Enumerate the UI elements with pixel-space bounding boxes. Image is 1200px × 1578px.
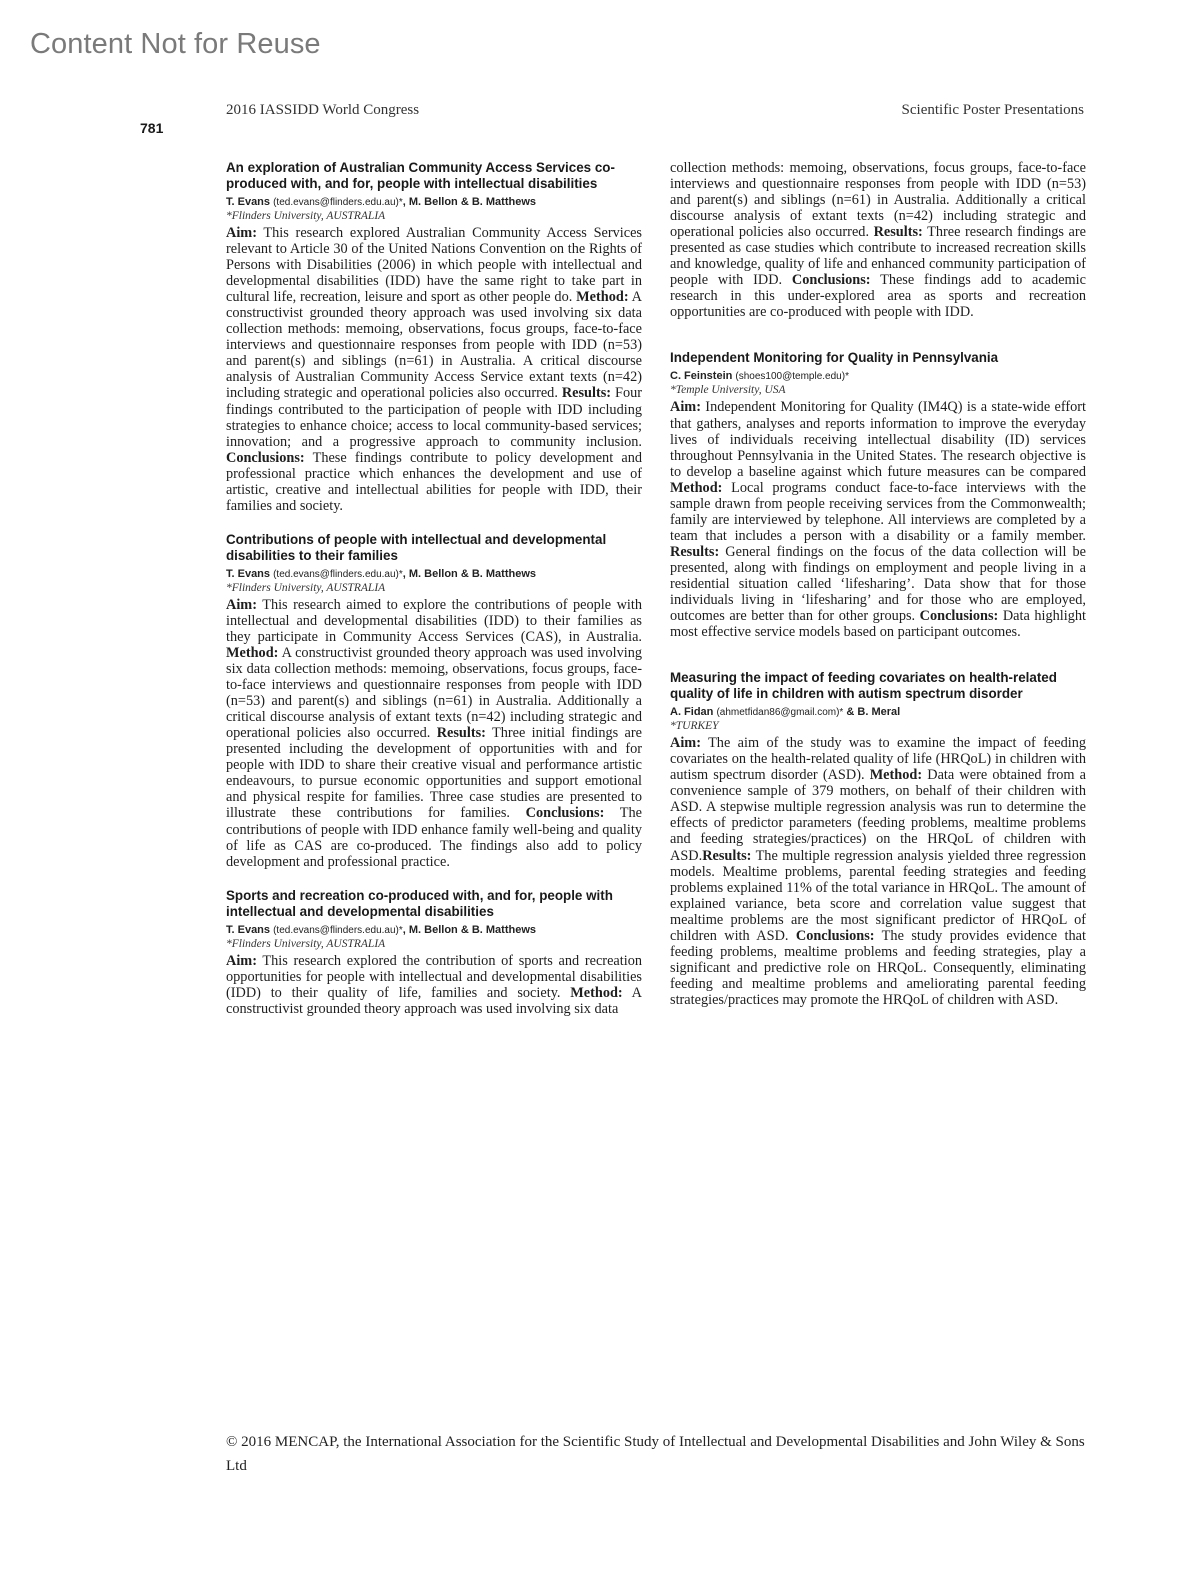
author-name: T. Evans	[226, 567, 271, 580]
abstract-body	[670, 735, 1086, 1008]
method-text: A constructivist grounded theory approach was used involving six data collection methods: memoing, observations, focus groups, face-to-face interviews and questionnaire responses from people with IDD (n=53) and parent(s) and siblings (n=61) in Australia. Additionally a critical discourse analysis of extant texts (n=42) including strategic and operational policies also occurred.	[226, 644, 642, 742]
left-column	[226, 160, 642, 1035]
conclusions-text: The contributions of people with IDD enhance family well-being and quality of life as CAS are co-produced. The findings also add to policy development and professional practice.	[226, 805, 642, 870]
aim-text: The aim of the study was to examine the impact of feeding covariates on the health-related quality of life (HRQoL) in children with autism spectrum disorder (ASD).	[670, 735, 1086, 784]
affiliation: *Flinders University, AUSTRALIA	[226, 937, 386, 950]
conclusions-label: Conclusions:	[226, 449, 305, 466]
method-label: Method:	[670, 479, 723, 496]
author-name: T. Evans	[226, 923, 271, 936]
conclusions-label: Conclusions:	[525, 805, 605, 822]
method-text-continued: collection methods: memoing, observations, focus groups, face-to-face interviews and questionnaire responses from people with IDD (n=53) and parent(s) and siblings (n=61) in Australia. Additionally a critical discourse analysis of extant texts (n=42) including strategic and operational policies also occurred.	[670, 160, 1086, 241]
aim-text: This research aimed to explore the contributions of people with intellectual and developmental disabilities (IDD) to their families as they participate in Community Access Services (CAS), in Australia.	[226, 596, 642, 645]
abstract-contributions-to-families	[226, 532, 642, 870]
conclusions-label: Conclusions:	[919, 608, 999, 625]
abstract-title: An exploration of Australian Community Access Services co-produced with, and for, people with intellectual disabilities	[226, 160, 615, 191]
abstract-title: Sports and recreation co-produced with, and for, people with intellectual and developmental disabilities	[226, 887, 613, 919]
co-authors: , M. Bellon & B. Matthews	[402, 923, 536, 936]
abstract-title: Independent Monitoring for Quality in Pennsylvania	[670, 350, 999, 366]
abstract-title: Measuring the impact of feeding covariates on health-related quality of life in children with autism spectrum disorder	[670, 670, 1057, 702]
results-text: General findings on the focus of the data collection will be presented, along with findings on employment and people living in a residential situation called ‘lifesharing’. Data show that for those individuals living in ‘lifesharing’ and for those who are employed, outcomes are better than for other groups.	[670, 543, 1086, 625]
aim-label: Aim:	[226, 225, 257, 241]
author-email: (shoes100@temple.edu)*	[735, 371, 849, 383]
results-label: Results:	[561, 385, 612, 402]
abstract-body	[226, 597, 642, 870]
aim-text: This research explored Australian Community Access Services relevant to Article 30 of the United Nations Convention on the Rights of Persons with Disabilities (2006) in which people with intellectual and developmental disabilities (IDD) have the same right to take part in cultural life, recreation, leisure and sport as other people do.	[226, 225, 642, 306]
aim-label: Aim:	[670, 399, 701, 416]
conclusions-text: These findings contribute to policy development and professional practice which enhances the development and use of artistic, creative and intellectual abilities for people with IDD, their families and society.	[226, 449, 642, 514]
results-label: Results:	[436, 725, 486, 742]
author-email: (ted.evans@flinders.edu.au)*	[273, 568, 403, 580]
abstract-authors	[226, 567, 642, 582]
method-text: A constructivist grounded theory approach was used involving six data	[226, 984, 642, 1017]
abstract-independent-monitoring	[670, 350, 1086, 640]
affiliation: *Temple University, USA	[670, 384, 786, 397]
abstract-title: Contributions of people with intellectual and developmental disabilities to their families	[226, 531, 607, 563]
conclusions-text: Data highlight most effective service models based on participant outcomes.	[670, 608, 1086, 641]
running-head-section: Scientific Poster Presentations	[901, 102, 1084, 118]
affiliation: *Flinders University, AUSTRALIA	[226, 210, 386, 222]
co-authors: , M. Bellon & B. Matthews	[402, 196, 536, 208]
copyright-footer: © 2016 MENCAP, the International Association for the Scientific Study of Intellectual and Developmental Disabilities and John Wiley & Sons Ltd	[226, 1434, 1085, 1474]
co-authors: , M. Bellon & B. Matthews	[402, 567, 536, 580]
abstract-body	[670, 160, 1086, 320]
abstract-body	[226, 953, 642, 1017]
aim-label: Aim:	[226, 596, 257, 613]
results-label: Results:	[873, 224, 923, 241]
method-label: Method:	[226, 644, 279, 661]
affiliation: *TURKEY	[670, 720, 719, 733]
method-label: Method:	[570, 984, 623, 1001]
abstract-authors	[670, 705, 1086, 720]
abstract-sports-recreation-continued	[670, 160, 1086, 320]
right-column	[670, 160, 1086, 1026]
abstract-community-access	[226, 160, 642, 514]
affiliation: *Flinders University, AUSTRALIA	[226, 581, 386, 594]
conclusions-label: Conclusions:	[791, 272, 871, 289]
method-text: Data were obtained from a convenience sample of 379 mothers, on behalf of their children with ASD. A stepwise multiple regression analysis was run to determine the effects of predictor parameters (feeding problems, mealtime problems and feeding strategies/practices) on the HRQoL of children with ASD.	[670, 767, 1086, 864]
watermark: Content Not for Reuse	[30, 28, 321, 60]
method-text: A constructivist grounded theory approach was used involving six data collection methods: memoing, observations, focus groups, face-to-face interviews and questionnaire responses from people with IDD (n=53) and parent(s) and siblings (n=61) in Australia. A critical discourse analysis of Australian Community Access Service extant texts (n=42) including strategic and operational policies also occurred.	[226, 289, 642, 402]
abstract-authors	[226, 923, 642, 938]
method-label: Method:	[869, 767, 923, 784]
aim-label: Aim:	[226, 952, 257, 969]
results-text: Four findings contributed to the participation of people with IDD including strategies to enhance choice; access to local community-based services; innovation; and a progressive approach to community inclusion.	[226, 385, 642, 450]
aim-label: Aim:	[670, 735, 701, 752]
aim-text: This research explored the contribution of sports and recreation opportunities for people with intellectual and developmental disabilities (IDD) to their quality of life, families and society.	[226, 952, 642, 1001]
author-name: A. Fidan	[670, 706, 714, 719]
results-text: The multiple regression analysis yielded three regression models. Mealtime problems, parental feeding strategies and feeding problems explained 11% of the total variance in HRQoL. The amount of explained variance, beta score and correlation value suggest that mealtime problems are the most significant predictor of HRQoL of children with ASD.	[670, 847, 1086, 944]
conclusions-label: Conclusions:	[795, 927, 875, 944]
author-name: C. Feinstein	[670, 370, 733, 383]
page-number: 781	[140, 120, 164, 136]
aim-text: Independent Monitoring for Quality (IM4Q) is a state-wide effort that gathers, analyses and reports information to improve the everyday lives of individuals receiving intellectual disability (ID) services throughout Pennsylvania in the United States. The research objective is to develop a baseline against which future measures can be compared	[670, 399, 1086, 480]
abstract-feeding-covariates	[670, 670, 1086, 1008]
abstract-body	[226, 225, 642, 514]
method-label: Method:	[576, 289, 629, 306]
author-name: T. Evans	[226, 196, 271, 208]
running-head-journal: 2016 IASSIDD World Congress	[226, 102, 420, 118]
method-text: Local programs conduct face-to-face interviews with the sample drawn from people receiving services from the Commonwealth; family are interviewed by telephone. All interviews are completed by a team that includes a person with a disability or a family member.	[670, 479, 1086, 544]
abstract-authors	[670, 369, 1086, 384]
conclusions-text: These findings add to academic research in this under-explored area as sports and recreation opportunities are co-produced with people with IDD.	[670, 272, 1086, 321]
author-email: (ted.evans@flinders.edu.au)*	[273, 924, 403, 936]
results-text: Three research findings are presented as case studies which contribute to increased recreation skills and knowledge, quality of life and enhanced community participation of people with IDD.	[670, 224, 1086, 289]
abstract-sports-recreation	[226, 888, 642, 1017]
results-text: Three initial findings are presented including the development of opportunities with and for people with IDD to share their creative visual and performance artistic endeavours, to pursue economic opportunities and support emotional and physical respite for families. Three case studies are presented to illustrate these contributions for families.	[226, 725, 643, 822]
results-label: Results:	[670, 543, 720, 560]
results-label: Results:	[702, 847, 752, 864]
abstract-authors	[226, 195, 642, 210]
co-authors: & B. Meral	[843, 706, 901, 719]
conclusions-text: The study provides evidence that feeding problems, mealtime problems and feeding strategies, play a significant and predictive role on HRQoL. Consequently, eliminating feeding and mealtime problems and ameliorating parental feeding strategies/practices may promote the HRQoL of children with ASD.	[670, 927, 1086, 1008]
author-email: (ted.evans@flinders.edu.au)*	[273, 197, 403, 208]
author-email: (ahmetfidan86@gmail.com)*	[716, 707, 844, 719]
abstract-body	[670, 399, 1086, 640]
